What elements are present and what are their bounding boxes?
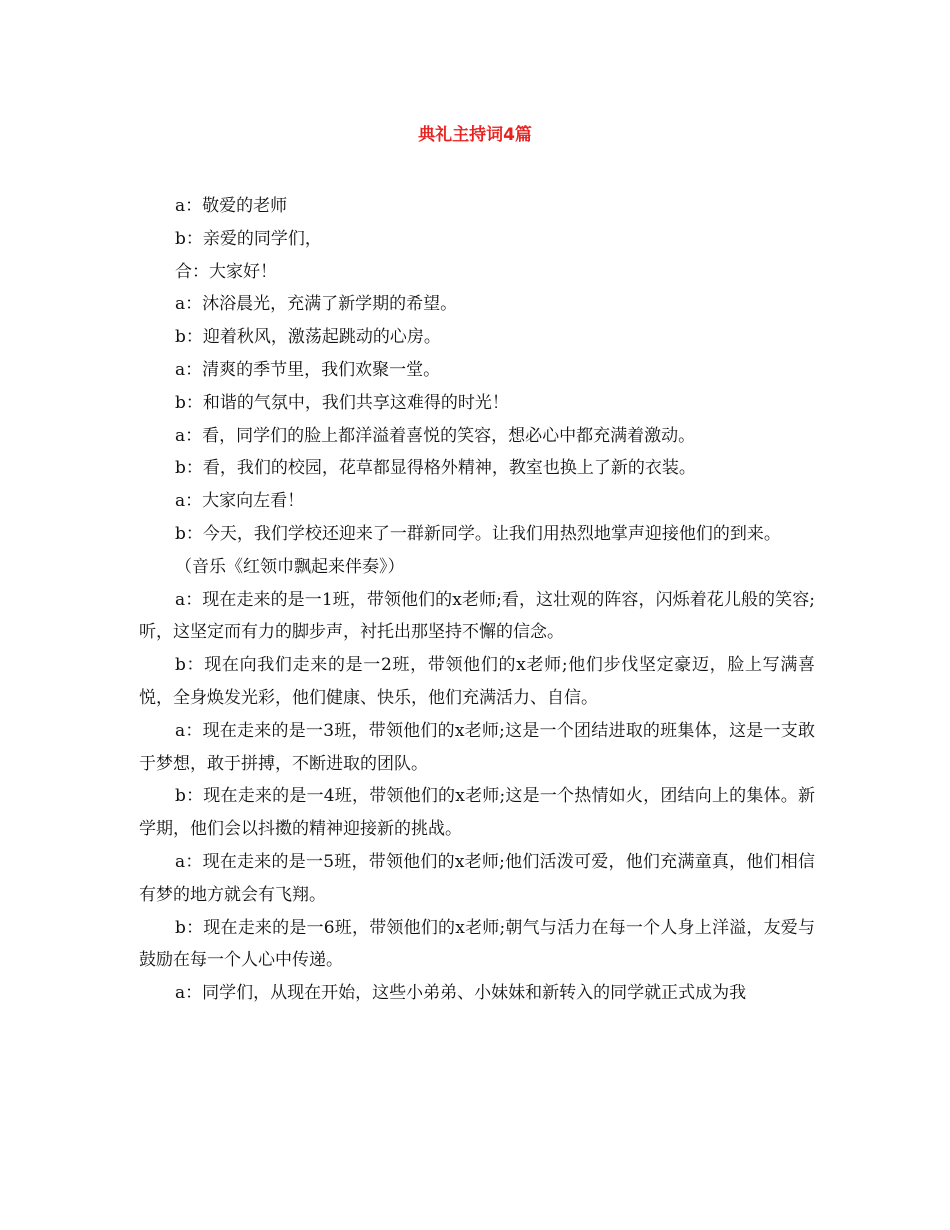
paragraph: b：看，我们的校园，花草都显得格外精神，教室也换上了新的衣装。 [175,458,696,479]
paragraph: a：沐浴晨光，充满了新学期的希望。 [175,294,458,315]
paragraph: a：大家向左看！ [175,491,305,512]
paragraph: b：今天，我们学校还迎来了一群新同学。让我们用热烈地掌声迎接他们的到来。 [175,523,781,544]
paragraph: b：亲爱的同学们， [175,228,322,249]
paragraph: a：敬爱的老师 [175,196,288,216]
paragraph: （音乐《红领巾飘起来伴奏》） [175,556,405,577]
paragraph: a：清爽的季节里，我们欢聚一堂。 [175,359,441,380]
paragraph: b：和谐的气氛中，我们共享这难得的时光！ [175,392,509,413]
paragraph: a：现在走来的是一1班，带领他们的x老师;看，这壮观的阵容，闪烁着花儿般的笑容;听，这坚定而有力的脚步声，衬托出那坚持不懈的信念。 [139,589,815,643]
paragraph: b：现在向我们走来的是一2班，带领他们的x老师;他们步伐坚定豪迈，脸上写满喜悦，全身焕发光彩，他们健康、快乐，他们充满活力、自信。 [139,655,815,708]
paragraph: a：现在走来的是一3班，带领他们的x老师;这是一个团结进取的班集体，这是一支敢于梦想，敢于拼搏，不断进取的团队。 [139,720,815,774]
paragraph: b：现在走来的是一4班，带领他们的x老师;这是一个热情如火，团结向上的集体。新学期，他们会以抖擞的精神迎接新的挑战。 [139,786,815,840]
paragraph: 合：大家好！ [175,261,277,282]
paragraph: b：现在走来的是一6班，带领他们的x老师;朝气与活力在每一个人身上洋溢，友爱与鼓励在每一个人心中传递。 [139,917,815,971]
paragraph: a：同学们，从现在开始，这些小弟弟、小妹妹和新转入的同学就正式成为我 [175,983,747,1004]
paragraph: a：现在走来的是一5班，带领他们的x老师;他们活泼可爱，他们充满童真，他们相信有梦的地方就会有飞翔。 [139,851,815,905]
document-title: 典礼主持词4篇 [418,125,532,145]
paragraph: a：看，同学们的脸上都洋溢着喜悦的笑容，想必心中都充满着激动。 [175,425,696,446]
document-body [139,190,815,1010]
paragraph: b：迎着秋风，激荡起跳动的心房。 [175,327,441,348]
